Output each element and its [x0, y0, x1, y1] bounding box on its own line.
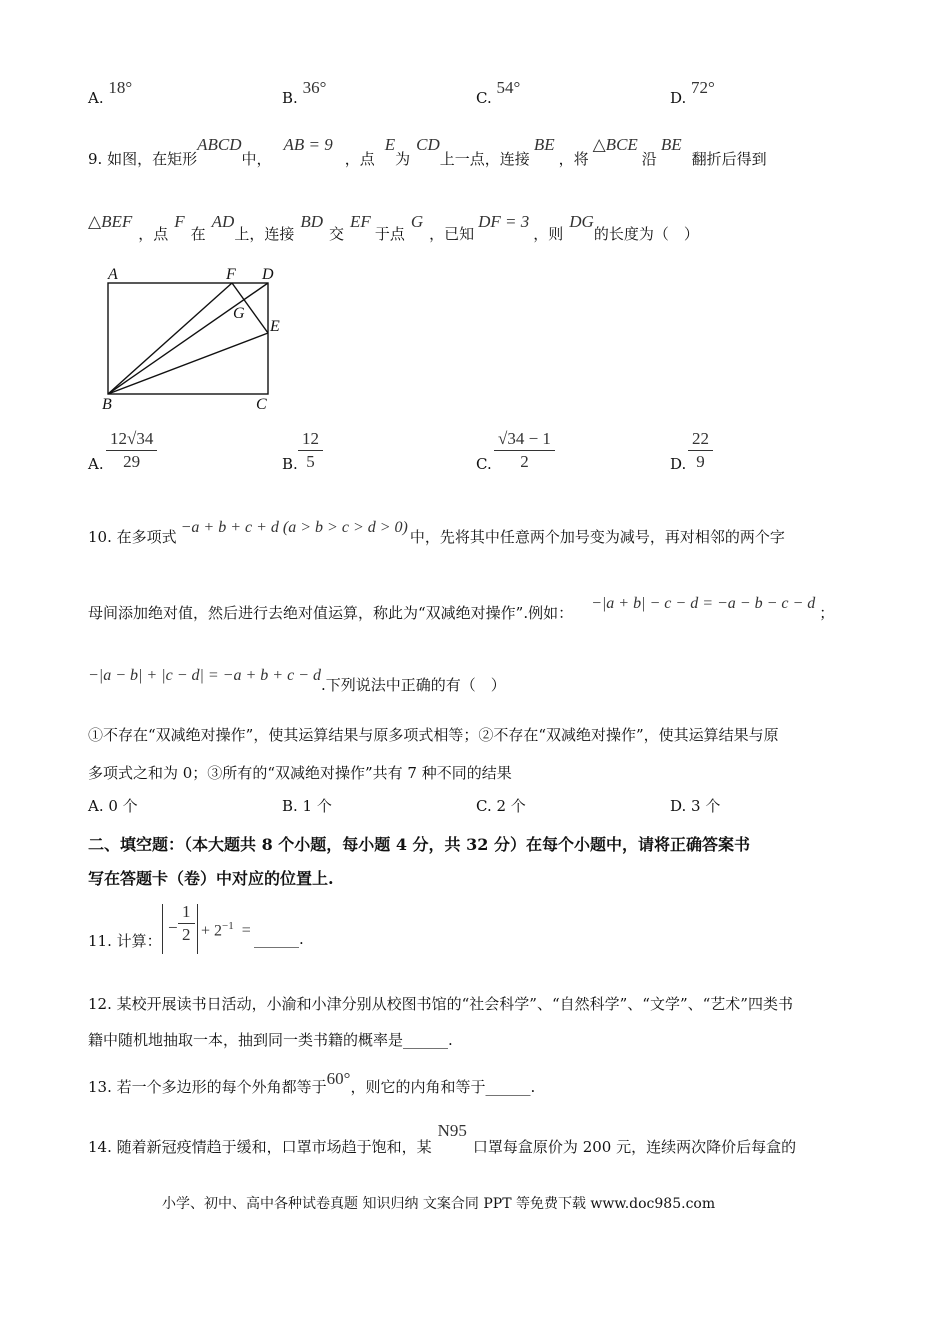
q9-text: 9. 如图，在矩形 — [88, 150, 198, 168]
q11-blank: ______. — [254, 930, 304, 948]
q11-power — [201, 920, 251, 940]
minus-sign: − — [168, 918, 178, 937]
option-label: B. — [282, 89, 298, 107]
q8-option-a — [88, 78, 133, 108]
q9-option-c-label: C. — [476, 455, 492, 473]
q10-text: 10. 在多项式 — [88, 528, 177, 546]
math-example1: −|a + b| − c − d = −a − b − c − d — [591, 595, 816, 612]
abs-bar-left — [162, 904, 165, 954]
q9-text: ，将 — [558, 150, 589, 168]
q9-text: 交 — [329, 225, 345, 243]
option-value: 36° — [302, 78, 327, 97]
equals-sign: = — [241, 922, 251, 940]
option-value: 18° — [108, 78, 133, 97]
denominator: 2 — [182, 925, 191, 944]
denominator: 9 — [696, 452, 705, 471]
q10-statement-line1: ①不存在“双减绝对操作”，使其运算结果与原多项式相等；②不存在“双减绝对操作”，使其运算结果与原 — [88, 726, 779, 744]
label-f: F — [226, 266, 236, 283]
q10-option-c: C. 2 个 — [476, 797, 526, 815]
q9-option-d-fraction — [688, 429, 713, 472]
q9-text: ，则 — [533, 225, 564, 243]
label-g: G — [233, 305, 245, 322]
math-ab: AB = 9 — [283, 135, 333, 154]
numerator: 1 — [182, 902, 191, 921]
q13-text: 13. 若一个多边形的每个外角都等于 — [88, 1078, 327, 1096]
q14-text: 14. 随着新冠疫情趋于缓和，口罩市场趋于饱和，某 — [88, 1138, 432, 1156]
q10-statement-line2: 多项式之和为 0；③所有的“双减绝对操作”共有 7 种不同的结果 — [88, 764, 512, 782]
q8-option-b — [282, 78, 327, 108]
segment-bf — [108, 283, 232, 394]
math-be: BE — [533, 135, 555, 154]
q9-text: ，已知 — [429, 225, 475, 243]
denominator: 29 — [123, 452, 141, 471]
q9-text: 上一点，连接 — [439, 150, 530, 168]
label-c: C — [256, 396, 267, 413]
math-bef: △BEF — [88, 212, 133, 231]
q9-text: 于点 — [374, 225, 405, 243]
q10-text: .下列说法中正确的有（ ） — [320, 676, 506, 694]
q9-option-b-label: B. — [282, 455, 298, 473]
numerator: 12 — [302, 429, 319, 448]
q9-text: 沿 — [641, 150, 657, 168]
q10-text: 母间添加绝对值，然后进行去绝对值运算，称此为“双减绝对操作”.例如： — [88, 604, 574, 622]
q10-text: 中，先将其中任意两个加号变为减号，再对相邻的两个字 — [409, 528, 785, 546]
label-e: E — [270, 318, 280, 335]
q10-option-b: B. 1 个 — [282, 797, 332, 815]
option-label: C. — [476, 89, 492, 107]
label-b: B — [102, 396, 112, 413]
math-example2: −|a − b| + |c − d| = −a + b + c − d — [88, 667, 321, 684]
q10-line2 — [88, 592, 835, 622]
q9-option-c-fraction — [494, 429, 555, 472]
math-60deg: 60° — [326, 1069, 351, 1088]
abs-bar-right — [197, 904, 200, 954]
q9-option-d-label: D. — [670, 455, 687, 473]
math-abcd: ABCD — [197, 135, 242, 154]
q12-line1: 12. 某校开展读书日活动，小渝和小津分别从校图书馆的“社会科学”、“自然科学”、“文学”、“艺术”四类书 — [88, 995, 793, 1013]
q10-line1 — [88, 516, 785, 546]
q10-option-d: D. 3 个 — [670, 797, 721, 815]
math-dg: DG — [569, 212, 594, 231]
segment-be — [108, 333, 268, 394]
section2-heading-line1: 二、填空题：（本大题共 8 个小题，每小题 4 分，共 32 分）在每个小题中，请将正确答案书 — [88, 835, 750, 854]
q13-text: ，则它的内角和等于______. — [350, 1078, 536, 1096]
q11-prefix: 11. 计算： — [88, 932, 162, 950]
q9-text: ，点 — [344, 150, 375, 168]
q11-fraction — [178, 902, 195, 945]
q9-text: 的长度为（ ） — [593, 225, 699, 243]
math-g: G — [410, 212, 424, 231]
q9-text: 在 — [190, 225, 206, 243]
q8-option-d — [670, 78, 715, 108]
q9-option-b-fraction — [298, 429, 323, 472]
label-a: A — [108, 266, 118, 283]
q9-option-a-label: A. — [88, 455, 104, 473]
option-label: D. — [670, 89, 687, 107]
power-exponent: −1 — [222, 920, 234, 932]
q9-figure — [96, 262, 296, 417]
section2-heading-line2: 写在答题卡（卷）中对应的位置上. — [88, 869, 334, 888]
q9-stem-line1 — [88, 134, 767, 168]
q9-text: 中， — [241, 150, 272, 168]
math-df: DF = 3 — [478, 212, 530, 231]
q9-text: 翻折后得到 — [691, 150, 767, 168]
page-footer: 小学、初中、高中各种试卷真题 知识归纳 文案合同 PPT 等免费下载 www.doc985.com — [162, 1196, 716, 1212]
q10-option-a: A. 0 个 — [88, 797, 138, 815]
q10-text: ； — [819, 604, 835, 622]
q10-line3 — [88, 664, 506, 694]
denominator: 2 — [520, 452, 529, 471]
option-value: 72° — [691, 78, 715, 97]
denominator: 5 — [306, 452, 315, 471]
q8-option-c — [476, 78, 521, 108]
math-bce: △BCE — [592, 135, 638, 154]
option-label: A. — [88, 89, 104, 107]
math-ad: AD — [211, 212, 235, 231]
math-be: BE — [660, 135, 682, 154]
numerator: √34 − 1 — [498, 429, 551, 448]
math-polynomial: −a + b + c + d (a > b > c > d > 0) — [180, 519, 408, 536]
label-d: D — [262, 266, 274, 283]
q13-line — [88, 1068, 536, 1096]
q9-text: 上，连接 — [234, 225, 295, 243]
q12-line2: 籍中随机地抽取一本，抽到同一类书籍的概率是______. — [88, 1031, 453, 1049]
math-bd: BD — [300, 212, 324, 231]
numerator: 22 — [692, 429, 709, 448]
numerator: 12√34 — [110, 429, 154, 448]
math-cd: CD — [416, 135, 440, 154]
q9-text: 为 — [395, 150, 411, 168]
math-e: E — [384, 135, 396, 154]
q14-line — [88, 1120, 797, 1156]
q14-text: 口罩每盒原价为 200 元，连续两次降价后每盒的 — [472, 1138, 797, 1156]
math-f: F — [174, 212, 185, 231]
power-base: + 2 — [201, 922, 223, 940]
q9-text: ，点 — [138, 225, 169, 243]
math-n95: N95 — [437, 1121, 467, 1140]
q9-stem-line2 — [88, 211, 699, 243]
option-value: 54° — [496, 78, 521, 97]
math-ef: EF — [350, 212, 371, 231]
q9-option-a-fraction — [106, 429, 157, 472]
